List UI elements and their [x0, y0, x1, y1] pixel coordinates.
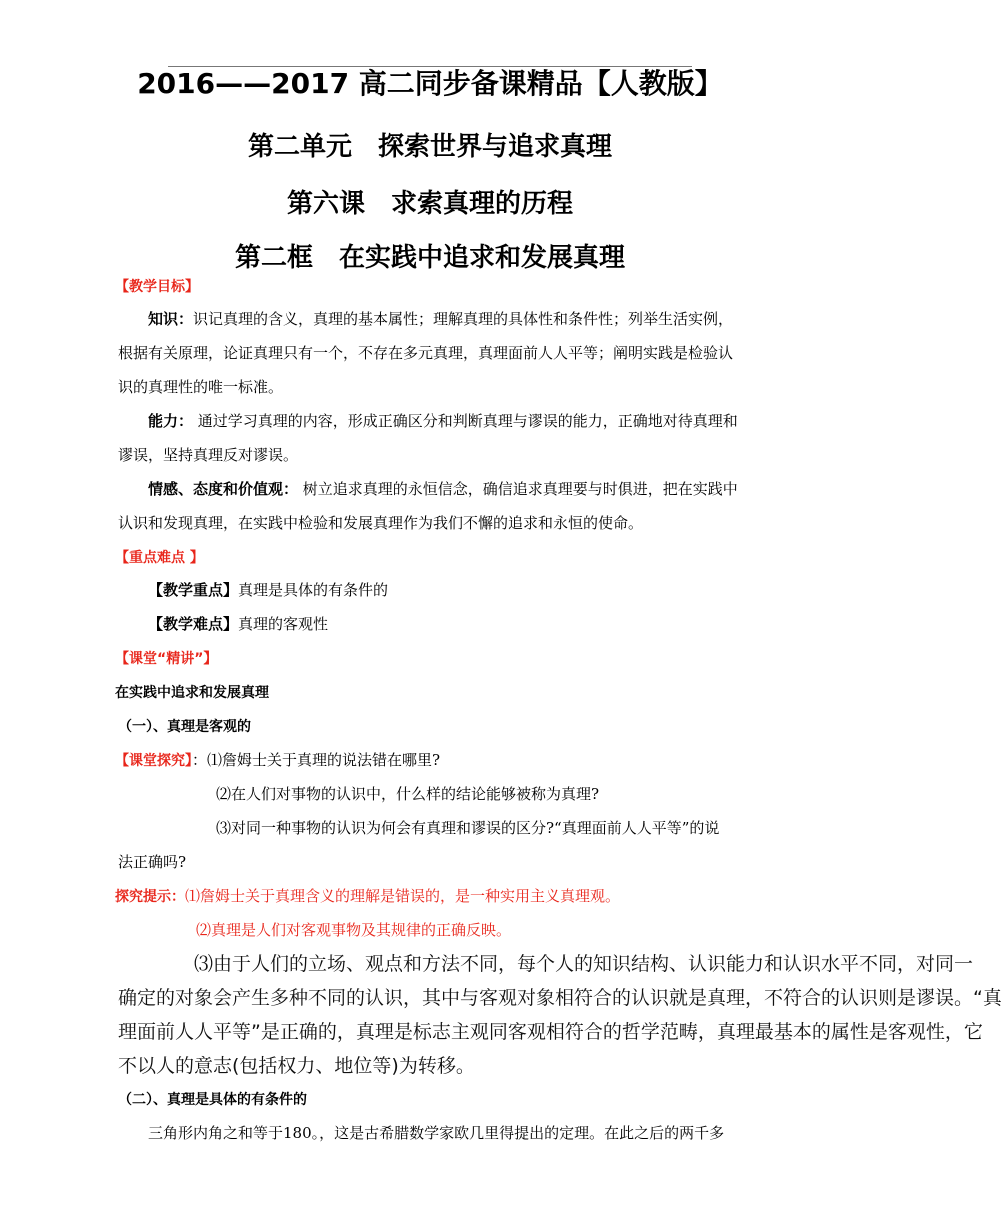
ability-text-1: 通过学习真理的内容，形成正确区分和判断真理与谬误的能力，正确地对待真理和 [193, 412, 738, 430]
objectives-heading: 【教学目标】 [115, 279, 199, 295]
knowledge-text-1: 识记真理的含义，真理的基本属性；理解真理的具体性和条件性；列举生活实例， [193, 310, 734, 328]
focus-line [148, 580, 388, 600]
difficulty-text: 真理的客观性 [238, 615, 329, 633]
focus-text: 真理是具体的有条件的 [238, 581, 389, 599]
difficulty-label: 【教学难点】 [148, 615, 239, 633]
lesson-title: 第六课 求索真理的历程 [286, 189, 573, 219]
lecture-topic: 在实践中追求和发展真理 [115, 685, 269, 701]
focus-label: 【教学重点】 [148, 581, 239, 599]
question-2: ⑵在人们对事物的认识中，什么样的结论能够被称为真理? [216, 785, 600, 803]
emotion-label: 情感、态度和价值观： [148, 480, 299, 498]
answer-3-line-2: 确定的对象会产生多种不同的认识，其中与客观对象相符合的认识就是真理，不符合的认识则是谬误。“真 [118, 987, 1002, 1009]
frame-title: 第二框 在实践中追求和发展真理 [234, 243, 625, 273]
knowledge-line-2: 根据有关原理，论证真理只有一个，不存在多元真理，真理面前人人平等；阐明实践是检验认 [118, 344, 734, 362]
part2-line-1: 三角形内角之和等于180。，这是古希腊数学家欧几里得提出的定理。在此之后的两千多 [148, 1124, 725, 1142]
knowledge-line-1 [148, 309, 733, 329]
part1-title: （一）、真理是客观的 [118, 719, 251, 735]
explore-line [115, 750, 440, 771]
document-title: 2016——2017 高二同步备课精品【人教版】 [137, 67, 723, 100]
ability-label: 能力： [148, 412, 194, 430]
hint-line-1 [115, 886, 620, 907]
answer-1: ⑴詹姆士关于真理含义的理解是错误的，是一种实用主义真理观。 [185, 887, 621, 905]
answer-2: ⑵真理是人们对客观事物及其规律的正确反映。 [196, 921, 512, 939]
knowledge-line-3: 识的真理性的唯一标准。 [118, 378, 284, 396]
question-3-line-1: ⑶对同一种事物的认识为何会有真理和谬误的区分?“真理面前人人平等”的说 [216, 819, 720, 837]
lecture-heading: 【课堂“精讲”】 [115, 651, 218, 667]
ability-line-2: 谬误，坚持真理反对谬误。 [118, 446, 299, 464]
ability-line-1 [148, 411, 738, 431]
answer-3-line-4: 不以人的意志(包括权力、地位等)为转移。 [118, 1055, 475, 1077]
part2-title: （二）、真理是具体的有条件的 [118, 1092, 307, 1108]
emotion-line-1 [148, 479, 738, 499]
knowledge-label: 知识： [148, 310, 194, 328]
answer-3-line-1: ⑶由于人们的立场、观点和方法不同，每个人的知识结构、认识能力和认识水平不同，对同一 [194, 953, 974, 975]
emotion-text-1: 树立追求真理的永恒信念，确信追求真理要与时俱进，把在实践中 [298, 480, 738, 498]
question-3-line-2: 法正确吗? [118, 853, 187, 871]
emotion-line-2: 认识和发现真理，在实践中检验和发展真理作为我们不懈的追求和永恒的使命。 [118, 514, 644, 532]
explore-label: 【课堂探究】 [115, 753, 192, 769]
unit-title: 第二单元 探索世界与追求真理 [247, 132, 612, 162]
hint-label: 探究提示： [115, 889, 185, 905]
question-1: ⑴詹姆士关于真理的说法错在哪里? [207, 751, 441, 769]
answer-3-line-3: 理面前人人平等”是正确的，真理是标志主观同客观相符合的哲学范畴，真理最基本的属性是客观性，它 [118, 1021, 983, 1043]
key-points-heading: 【重点难点 】 [115, 550, 204, 566]
difficulty-line [148, 614, 328, 634]
explore-colon: ： [192, 751, 208, 769]
